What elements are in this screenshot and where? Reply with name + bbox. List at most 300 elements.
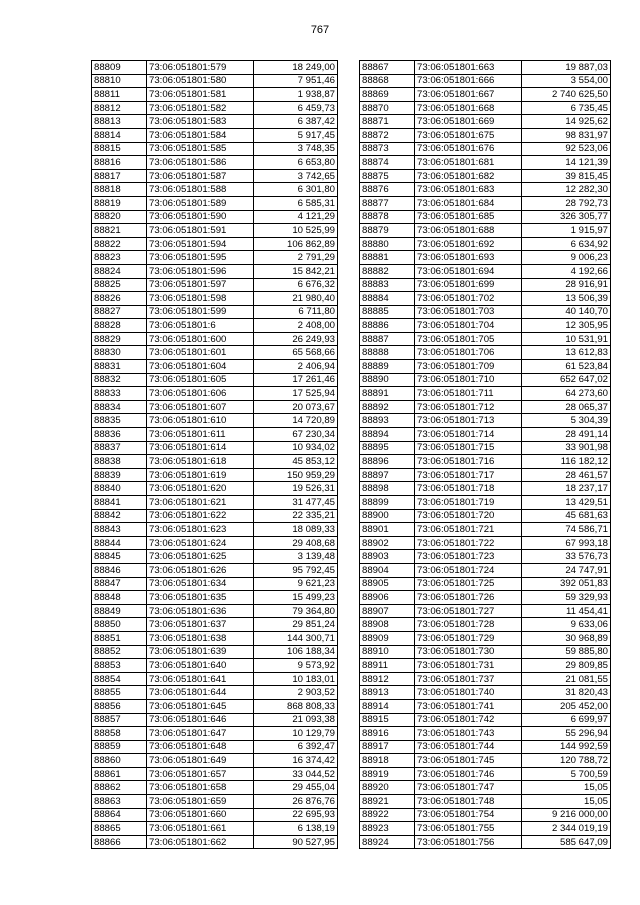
row-number: 88822 [92, 237, 147, 251]
row-number: 88814 [92, 128, 147, 142]
table-row [360, 128, 611, 142]
row-number: 88813 [92, 115, 147, 129]
cadastral-number: 73:06:051801:675 [415, 128, 522, 142]
cadastral-number: 73:06:051801:714 [415, 428, 522, 442]
row-number: 88829 [92, 332, 147, 346]
cadastral-value: 30 968,89 [522, 631, 611, 645]
cadastral-value: 39 815,45 [522, 169, 611, 183]
cadastral-value: 652 647,02 [522, 373, 611, 387]
row-number: 88868 [360, 74, 415, 88]
cadastral-number: 73:06:051801:702 [415, 292, 522, 306]
table-row [92, 387, 338, 401]
cadastral-number: 73:06:051801:596 [147, 264, 254, 278]
cadastral-number: 73:06:051801:626 [147, 563, 254, 577]
cadastral-value: 150 959,29 [254, 468, 338, 482]
table-row [360, 577, 611, 591]
cadastral-number: 73:06:051801:684 [415, 196, 522, 210]
table-row [92, 61, 338, 75]
cadastral-number: 73:06:051801:622 [147, 509, 254, 523]
cadastral-value: 59 885,80 [522, 645, 611, 659]
cadastral-number: 73:06:051801:668 [415, 101, 522, 115]
row-number: 88891 [360, 387, 415, 401]
cadastral-value: 6 653,80 [254, 156, 338, 170]
cadastral-value: 29 851,24 [254, 618, 338, 632]
cadastral-value: 29 455,04 [254, 781, 338, 795]
cadastral-number: 73:06:051801:649 [147, 754, 254, 768]
cadastral-value: 18 089,33 [254, 523, 338, 537]
table-row [92, 360, 338, 374]
cadastral-number: 73:06:051801:618 [147, 455, 254, 469]
cadastral-number: 73:06:051801:706 [415, 346, 522, 360]
cadastral-number: 73:06:051801:579 [147, 61, 254, 75]
row-number: 88842 [92, 509, 147, 523]
table-row [360, 319, 611, 333]
table-row [360, 346, 611, 360]
row-number: 88866 [92, 835, 147, 849]
table-row [92, 631, 338, 645]
row-number: 88882 [360, 264, 415, 278]
table-body-left [92, 61, 338, 849]
table-row [360, 332, 611, 346]
row-number: 88828 [92, 319, 147, 333]
table-row [92, 781, 338, 795]
row-number: 88915 [360, 713, 415, 727]
row-number: 88837 [92, 441, 147, 455]
cadastral-value: 106 862,89 [254, 237, 338, 251]
table-row [360, 822, 611, 836]
row-number: 88836 [92, 428, 147, 442]
cadastral-value: 144 300,71 [254, 631, 338, 645]
row-number: 88899 [360, 496, 415, 510]
cadastral-value: 1 915,97 [522, 224, 611, 238]
cadastral-value: 13 612,83 [522, 346, 611, 360]
cadastral-number: 73:06:051801:623 [147, 523, 254, 537]
table-row [92, 523, 338, 537]
cadastral-value: 2 791,29 [254, 251, 338, 265]
row-number: 88832 [92, 373, 147, 387]
table-row [92, 74, 338, 88]
cadastral-number: 73:06:051801:610 [147, 414, 254, 428]
cadastral-value: 22 695,93 [254, 808, 338, 822]
table-row [92, 237, 338, 251]
cadastral-number: 73:06:051801:693 [415, 251, 522, 265]
table-row [92, 713, 338, 727]
row-number: 88827 [92, 305, 147, 319]
table-row [92, 455, 338, 469]
cadastral-number: 73:06:051801:589 [147, 196, 254, 210]
table-row [92, 441, 338, 455]
table-row [92, 278, 338, 292]
row-number: 88846 [92, 563, 147, 577]
table-row [360, 101, 611, 115]
cadastral-number: 73:06:051801:688 [415, 224, 522, 238]
cadastral-value: 29 408,68 [254, 536, 338, 550]
row-number: 88912 [360, 672, 415, 686]
table-row [92, 659, 338, 673]
table-row [360, 156, 611, 170]
table-row [92, 482, 338, 496]
cadastral-value: 6 138,19 [254, 822, 338, 836]
table-row [92, 332, 338, 346]
row-number: 88869 [360, 88, 415, 102]
row-number: 88853 [92, 659, 147, 673]
cadastral-value: 6 699,97 [522, 713, 611, 727]
table-row [92, 373, 338, 387]
row-number: 88876 [360, 183, 415, 197]
table-row [360, 414, 611, 428]
row-number: 88886 [360, 319, 415, 333]
row-number: 88916 [360, 727, 415, 741]
cadastral-value: 17 261,46 [254, 373, 338, 387]
cadastral-value: 24 747,91 [522, 563, 611, 577]
table-row [360, 631, 611, 645]
row-number: 88859 [92, 740, 147, 754]
cadastral-value: 10 183,01 [254, 672, 338, 686]
table-row [360, 835, 611, 849]
row-number: 88847 [92, 577, 147, 591]
table-row [92, 101, 338, 115]
table-row [360, 767, 611, 781]
cadastral-number: 73:06:051801:730 [415, 645, 522, 659]
cadastral-value: 40 140,70 [522, 305, 611, 319]
cadastral-number: 73:06:051801:644 [147, 686, 254, 700]
table-row [92, 414, 338, 428]
cadastral-value: 6 634,92 [522, 237, 611, 251]
row-number: 88922 [360, 808, 415, 822]
cadastral-value: 12 305,95 [522, 319, 611, 333]
table-row [360, 196, 611, 210]
cadastral-number: 73:06:051801:705 [415, 332, 522, 346]
table-row [92, 618, 338, 632]
row-number: 88818 [92, 183, 147, 197]
row-number: 88885 [360, 305, 415, 319]
cadastral-value: 19 887,03 [522, 61, 611, 75]
table-row [92, 115, 338, 129]
cadastral-value: 2 406,94 [254, 360, 338, 374]
cadastral-number: 73:06:051801:694 [415, 264, 522, 278]
cadastral-value: 3 554,00 [522, 74, 611, 88]
row-number: 88841 [92, 496, 147, 510]
cadastral-value: 2 740 625,50 [522, 88, 611, 102]
row-number: 88860 [92, 754, 147, 768]
cadastral-value: 15 499,23 [254, 591, 338, 605]
row-number: 88880 [360, 237, 415, 251]
row-number: 88892 [360, 400, 415, 414]
cadastral-number: 73:06:051801:667 [415, 88, 522, 102]
table-row [360, 292, 611, 306]
cadastral-number: 73:06:051801:659 [147, 795, 254, 809]
row-number: 88920 [360, 781, 415, 795]
row-number: 88896 [360, 455, 415, 469]
table-row [92, 550, 338, 564]
table-row [360, 360, 611, 374]
row-number: 88909 [360, 631, 415, 645]
cadastral-value: 9 633,06 [522, 618, 611, 632]
table-row [360, 455, 611, 469]
table-row [360, 509, 611, 523]
cadastral-number: 73:06:051801:722 [415, 536, 522, 550]
table-row [92, 754, 338, 768]
cadastral-value: 55 296,94 [522, 727, 611, 741]
row-number: 88863 [92, 795, 147, 809]
table-row [360, 251, 611, 265]
row-number: 88873 [360, 142, 415, 156]
table-row [92, 686, 338, 700]
cadastral-value: 22 335,21 [254, 509, 338, 523]
table-row [92, 210, 338, 224]
cadastral-number: 73:06:051801:605 [147, 373, 254, 387]
cadastral-number: 73:06:051801:716 [415, 455, 522, 469]
row-number: 88897 [360, 468, 415, 482]
row-number: 88819 [92, 196, 147, 210]
cadastral-number: 73:06:051801:597 [147, 278, 254, 292]
table-row [92, 319, 338, 333]
row-number: 88823 [92, 251, 147, 265]
table-row [360, 115, 611, 129]
cadastral-value: 12 282,30 [522, 183, 611, 197]
cadastral-value: 65 568,66 [254, 346, 338, 360]
table-row [360, 400, 611, 414]
cadastral-number: 73:06:051801:717 [415, 468, 522, 482]
row-number: 88845 [92, 550, 147, 564]
cadastral-value: 6 585,31 [254, 196, 338, 210]
cadastral-value: 13 429,51 [522, 496, 611, 510]
table-row [360, 808, 611, 822]
cadastral-number: 73:06:051801:713 [415, 414, 522, 428]
table-row [360, 237, 611, 251]
cadastral-value: 9 006,23 [522, 251, 611, 265]
row-number: 88919 [360, 767, 415, 781]
cadastral-value: 3 139,48 [254, 550, 338, 564]
cadastral-number: 73:06:051801:729 [415, 631, 522, 645]
row-number: 88918 [360, 754, 415, 768]
cadastral-value: 10 525,99 [254, 224, 338, 238]
row-number: 88906 [360, 591, 415, 605]
cadastral-number: 73:06:051801:620 [147, 482, 254, 496]
cadastral-number: 73:06:051801:741 [415, 699, 522, 713]
cadastral-number: 73:06:051801:604 [147, 360, 254, 374]
cadastral-number: 73:06:051801:585 [147, 142, 254, 156]
cadastral-value: 31 820,43 [522, 686, 611, 700]
cadastral-value: 74 586,71 [522, 523, 611, 537]
row-number: 88810 [92, 74, 147, 88]
cadastral-value: 3 748,35 [254, 142, 338, 156]
cadastral-value: 326 305,77 [522, 210, 611, 224]
cadastral-number: 73:06:051801:676 [415, 142, 522, 156]
cadastral-number: 73:06:051801:6 [147, 319, 254, 333]
table-row [360, 536, 611, 550]
cadastral-number: 73:06:051801:756 [415, 835, 522, 849]
row-number: 88902 [360, 536, 415, 550]
cadastral-value: 16 374,42 [254, 754, 338, 768]
table-row [92, 672, 338, 686]
cadastral-number: 73:06:051801:657 [147, 767, 254, 781]
row-number: 88826 [92, 292, 147, 306]
cadastral-number: 73:06:051801:645 [147, 699, 254, 713]
cadastral-number: 73:06:051801:640 [147, 659, 254, 673]
cadastral-value: 26 249,93 [254, 332, 338, 346]
cadastral-value: 14 121,39 [522, 156, 611, 170]
table-row [92, 509, 338, 523]
cadastral-number: 73:06:051801:595 [147, 251, 254, 265]
row-number: 88825 [92, 278, 147, 292]
cadastral-number: 73:06:051801:590 [147, 210, 254, 224]
row-number: 88890 [360, 373, 415, 387]
table-row [360, 468, 611, 482]
row-number: 88856 [92, 699, 147, 713]
table-row [92, 88, 338, 102]
table-row [92, 400, 338, 414]
row-number: 88833 [92, 387, 147, 401]
cadastral-number: 73:06:051801:737 [415, 672, 522, 686]
table-row [360, 305, 611, 319]
cadastral-value: 205 452,00 [522, 699, 611, 713]
cadastral-value: 13 506,39 [522, 292, 611, 306]
cadastral-value: 120 788,72 [522, 754, 611, 768]
table-row [360, 264, 611, 278]
cadastral-number: 73:06:051801:639 [147, 645, 254, 659]
cadastral-value: 2 903,52 [254, 686, 338, 700]
row-number: 88875 [360, 169, 415, 183]
cadastral-value: 67 230,34 [254, 428, 338, 442]
row-number: 88812 [92, 101, 147, 115]
cadastral-value: 33 044,52 [254, 767, 338, 781]
table-row [92, 169, 338, 183]
table-row [92, 156, 338, 170]
row-number: 88883 [360, 278, 415, 292]
cadastral-value: 20 073,67 [254, 400, 338, 414]
table-row [92, 591, 338, 605]
table-row [92, 305, 338, 319]
row-number: 88900 [360, 509, 415, 523]
table-row [92, 346, 338, 360]
cadastral-number: 73:06:051801:709 [415, 360, 522, 374]
row-number: 88820 [92, 210, 147, 224]
row-number: 88879 [360, 224, 415, 238]
row-number: 88852 [92, 645, 147, 659]
table-row [92, 251, 338, 265]
cadastral-number: 73:06:051801:719 [415, 496, 522, 510]
cadastral-number: 73:06:051801:606 [147, 387, 254, 401]
row-number: 88855 [92, 686, 147, 700]
cadastral-number: 73:06:051801:685 [415, 210, 522, 224]
table-body-right [360, 61, 611, 849]
cadastral-value: 10 531,91 [522, 332, 611, 346]
cadastral-value: 28 491,14 [522, 428, 611, 442]
cadastral-value: 45 681,63 [522, 509, 611, 523]
cadastral-number: 73:06:051801:699 [415, 278, 522, 292]
cadastral-value: 15 842,21 [254, 264, 338, 278]
row-number: 88914 [360, 699, 415, 713]
cadastral-number: 73:06:051801:723 [415, 550, 522, 564]
cadastral-number: 73:06:051801:647 [147, 727, 254, 741]
row-number: 88872 [360, 128, 415, 142]
cadastral-number: 73:06:051801:725 [415, 577, 522, 591]
cadastral-value: 15,05 [522, 795, 611, 809]
cadastral-number: 73:06:051801:600 [147, 332, 254, 346]
cadastral-value: 28 065,37 [522, 400, 611, 414]
table-row [360, 659, 611, 673]
cadastral-value: 1 938,87 [254, 88, 338, 102]
cadastral-value: 116 182,12 [522, 455, 611, 469]
cadastral-value: 5 700,59 [522, 767, 611, 781]
cadastral-value: 64 273,60 [522, 387, 611, 401]
row-number: 88903 [360, 550, 415, 564]
cadastral-number: 73:06:051801:587 [147, 169, 254, 183]
row-number: 88857 [92, 713, 147, 727]
row-number: 88874 [360, 156, 415, 170]
cadastral-value: 585 647,09 [522, 835, 611, 849]
cadastral-value: 79 364,80 [254, 604, 338, 618]
cadastral-number: 73:06:051801:731 [415, 659, 522, 673]
cadastral-number: 73:06:051801:611 [147, 428, 254, 442]
cadastral-number: 73:06:051801:724 [415, 563, 522, 577]
table-row [92, 142, 338, 156]
row-number: 88815 [92, 142, 147, 156]
cadastral-number: 73:06:051801:658 [147, 781, 254, 795]
cadastral-number: 73:06:051801:635 [147, 591, 254, 605]
table-row [360, 686, 611, 700]
table-row [92, 808, 338, 822]
cadastral-number: 73:06:051801:721 [415, 523, 522, 537]
row-number: 88889 [360, 360, 415, 374]
cadastral-value: 18 249,00 [254, 61, 338, 75]
row-number: 88887 [360, 332, 415, 346]
row-number: 88901 [360, 523, 415, 537]
cadastral-value: 9 573,92 [254, 659, 338, 673]
cadastral-value: 4 121,29 [254, 210, 338, 224]
cadastral-number: 73:06:051801:710 [415, 373, 522, 387]
table-row [360, 496, 611, 510]
cadastral-value: 98 831,97 [522, 128, 611, 142]
cadastral-number: 73:06:051801:599 [147, 305, 254, 319]
table-row [92, 536, 338, 550]
cadastral-number: 73:06:051801:727 [415, 604, 522, 618]
cadastral-value: 3 742,65 [254, 169, 338, 183]
cadastral-value: 19 526,31 [254, 482, 338, 496]
cadastral-number: 73:06:051801:682 [415, 169, 522, 183]
cadastral-value: 33 901,98 [522, 441, 611, 455]
row-number: 88865 [92, 822, 147, 836]
cadastral-value: 144 992,59 [522, 740, 611, 754]
cadastral-number: 73:06:051801:711 [415, 387, 522, 401]
registry-table-left [91, 60, 338, 849]
row-number: 88870 [360, 101, 415, 115]
cadastral-value: 2 408,00 [254, 319, 338, 333]
cadastral-number: 73:06:051801:581 [147, 88, 254, 102]
table-row [360, 441, 611, 455]
table-row [360, 278, 611, 292]
row-number: 88862 [92, 781, 147, 795]
row-number: 88834 [92, 400, 147, 414]
cadastral-number: 73:06:051801:715 [415, 441, 522, 455]
row-number: 88816 [92, 156, 147, 170]
table-row [92, 468, 338, 482]
cadastral-number: 73:06:051801:624 [147, 536, 254, 550]
row-number: 88817 [92, 169, 147, 183]
cadastral-value: 17 525,94 [254, 387, 338, 401]
cadastral-number: 73:06:051801:703 [415, 305, 522, 319]
table-row [360, 740, 611, 754]
row-number: 88840 [92, 482, 147, 496]
cadastral-value: 28 916,91 [522, 278, 611, 292]
cadastral-number: 73:06:051801:614 [147, 441, 254, 455]
table-row [92, 224, 338, 238]
cadastral-number: 73:06:051801:636 [147, 604, 254, 618]
cadastral-value: 21 980,40 [254, 292, 338, 306]
table-row [360, 523, 611, 537]
table-row [92, 264, 338, 278]
